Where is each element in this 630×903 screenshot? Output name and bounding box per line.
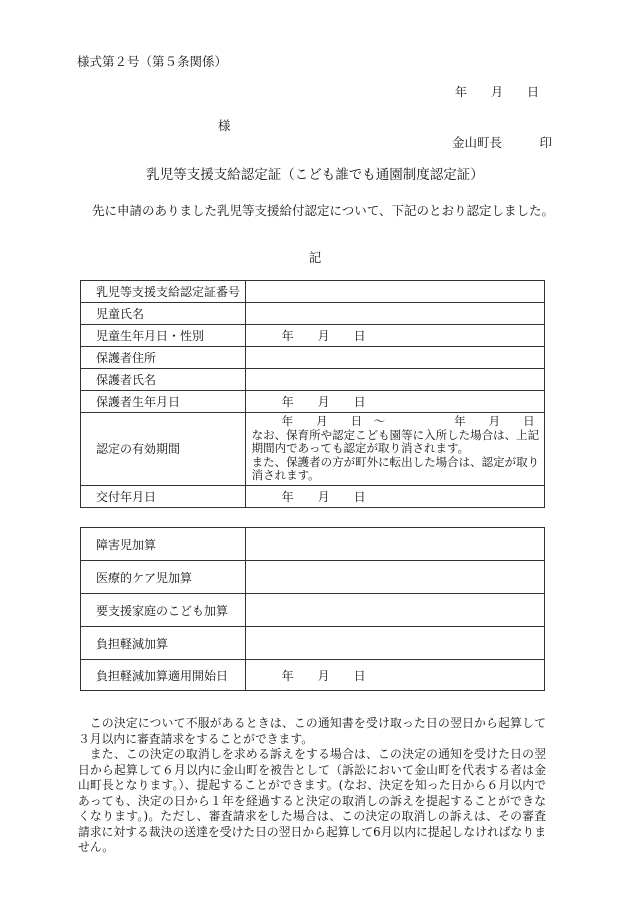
table-row [81,627,545,660]
row-label: 乳児等支援支給認定証番号 [81,281,246,303]
row-label: 保護者生年月日 [81,391,246,413]
validity-note-nursery: なお、保育所や認定こども園等に入所した場合は、上記期間内であっても認定が取り消されます。 [251,427,540,455]
validity-period: 年 月 日 ～ 年 月 日 [281,414,535,428]
table-row [81,594,545,627]
row-value [245,347,544,369]
table-row [81,660,545,691]
row-label: 要支援家庭のこども加算 [81,594,246,627]
form-number: 様式第２号（第５条関係） [77,54,228,69]
table-row [81,485,545,507]
row-value: 年 月 日 [245,325,544,347]
validity-label: 認定の有効期間 [81,413,246,486]
document-date: 年 月 日 [455,85,540,99]
row-label: 児童氏名 [81,303,246,325]
addressee-honorific: 様 [218,118,231,133]
row-value [245,303,544,325]
intro-text: 先に申請のありました乳児等支援給付認定について、下記のとおり認定しました。 [92,203,555,218]
row-label: 障害児加算 [81,528,246,561]
row-value: 年 月 日 [245,660,544,691]
row-label: 児童生年月日・性別 [81,325,246,347]
table-row [81,347,545,369]
row-value [245,369,544,391]
ki-heading: 記 [308,250,322,265]
table-row [81,281,545,303]
row-label: 医療的ケア児加算 [81,561,246,594]
document-title: 乳児等支援支給認定証（こども誰でも通園制度認定証） [146,167,484,183]
row-value [245,594,544,627]
row-value [245,627,544,660]
addition-table [80,527,545,691]
row-label: 負担軽減加算 [81,627,246,660]
row-label: 保護者氏名 [81,369,246,391]
validity-row [81,413,545,486]
notice-paragraph: また、この決定の取消しを求める訴えをする場合は、この決定の通知を受けた日の翌日から起算して６月以内に金山町を被告として（訴訟において金山町を代表する者は金山町長となります。）、提起することができます。(なお、決定を知った日から６月以内であっても、決定の日から１年を経過すると決定の取消しの訴えを提起することができなくなります。)。ただし、審査請求をした場合は、この決定の取消しの訴えは、その審査請求に対する裁決の送達を受けた日の翌日から起算して6月以内に提起しなければなりません。 [78,747,546,854]
certificate-table [80,280,545,508]
table-row [81,561,545,594]
row-value [245,561,544,594]
row-label: 負担軽減加算適用開始日 [81,660,246,691]
notice-paragraph: この決定について不服があるときは、この通知書を受け取った日の翌日から起算して３月以内に審査請求をすることができます。 [78,716,546,746]
row-label: 保護者住所 [81,347,246,369]
table-row [81,369,545,391]
row-value: 年 月 日 [245,391,544,413]
table-row [81,528,545,561]
row-value [245,281,544,303]
table-row [81,325,545,347]
issue-date-label: 交付年月日 [81,485,246,507]
row-value [245,528,544,561]
appeal-notice [78,716,546,856]
issuer-signature: 金山町長 印 [452,135,553,150]
validity-value [245,413,544,486]
table-row [81,303,545,325]
issue-date-value: 年 月 日 [245,485,544,507]
validity-note-relocation: また、保護者の方が町外に転出した場合は、認定が取り消されます。 [251,454,540,482]
table-row [81,391,545,413]
